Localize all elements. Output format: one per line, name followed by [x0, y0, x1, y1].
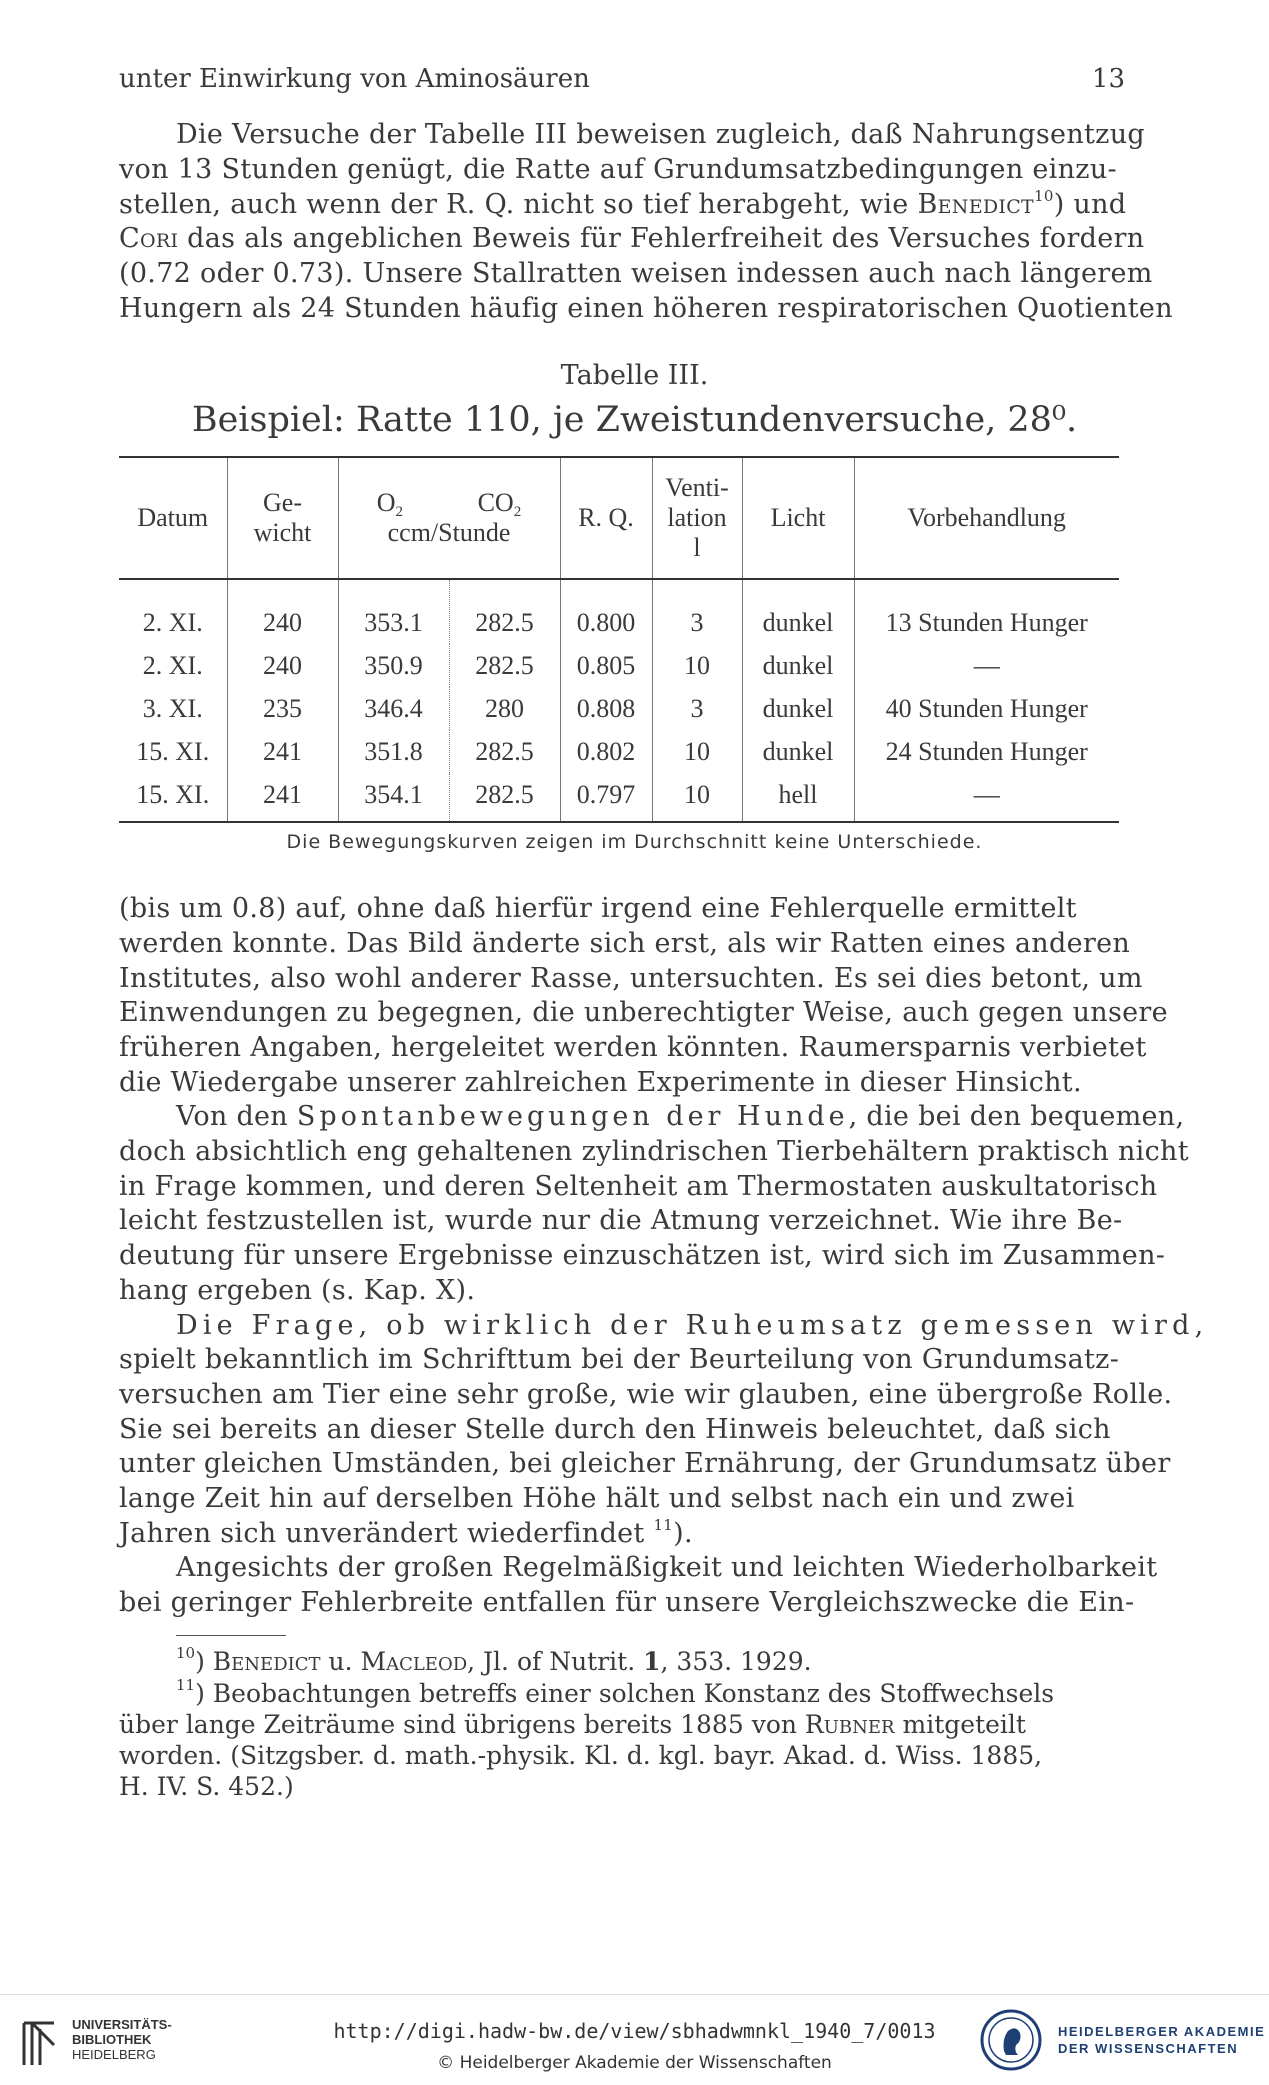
col-header-vorbehandlung: Vorbehandlung — [854, 457, 1119, 579]
academy-logo-text: HEIDELBERGER AKADEMIE DER WISSENSCHAFTEN — [1058, 2024, 1266, 2056]
emphasis-spaced: Spontanbewegungen der Hunde — [296, 1101, 849, 1132]
table-row — [119, 644, 1119, 687]
text-line: hang ergeben (s. Kap. X). — [119, 1275, 476, 1306]
cell-o2: 346.4 — [338, 687, 449, 730]
cell-gewicht: 241 — [227, 730, 338, 773]
footnote-line: über lange Zeiträume sind übrigens bereits 1885 von Rubner mitgeteilt — [119, 1710, 1026, 1739]
text-line: Sie sei bereits an dieser Stelle durch den Hinweis beleuchtet, daß sich — [119, 1414, 1111, 1445]
cell-licht: dunkel — [742, 644, 854, 687]
table-row — [119, 773, 1119, 822]
cell-ventilation: 10 — [652, 730, 742, 773]
text-line: Einwendungen zu begegnen, die unberechtigter Weise, auch gegen unsere — [119, 997, 1168, 1028]
cell-o2: 353.1 — [338, 579, 449, 644]
text-line: doch absichtlich eng gehaltenen zylindrischen Tierbehältern praktisch nicht — [119, 1136, 1189, 1167]
cell-licht: dunkel — [742, 579, 854, 644]
table-note: Die Bewegungskurven zeigen im Durchschnitt keine Unterschiede. — [286, 831, 983, 853]
cell-vorbehandlung: 13 Stunden Hunger — [854, 579, 1119, 644]
page-number: 13 — [1091, 64, 1125, 94]
university-library-logo-text: UNIVERSITÄTS- BIBLIOTHEK HEIDELBERG — [72, 2017, 172, 2062]
text-line: deutung für unsere Ergebnisse einzuschätzen ist, wird sich im Zusammen- — [119, 1240, 1166, 1271]
academy-seal-icon[interactable] — [980, 2009, 1042, 2071]
cell-o2: 351.8 — [338, 730, 449, 773]
cell-licht: hell — [742, 773, 854, 822]
cell-ventilation: 10 — [652, 644, 742, 687]
cell-vorbehandlung: 24 Stunden Hunger — [854, 730, 1119, 773]
cell-co2: 282.5 — [449, 730, 560, 773]
cell-vorbehandlung: — — [854, 644, 1119, 687]
footnote-rule — [176, 1635, 286, 1636]
text-line: Jahren sich unverändert wiederfindet $^{11}$). — [119, 1516, 693, 1549]
cell-licht: dunkel — [742, 730, 854, 773]
footer-bar — [0, 1994, 1269, 2085]
text-line: Institutes, also wohl anderer Rasse, untersuchten. Es sei dies betont, um — [119, 963, 1143, 994]
text-line: Cori das als angeblichen Beweis für Fehlerfreiheit des Versuches fordern — [119, 223, 1145, 254]
text-line: Von den Spontanbewegungen der Hunde, die bei den bequemen, — [176, 1101, 1185, 1132]
cell-rq: 0.800 — [560, 579, 652, 644]
text-line: spielt bekanntlich im Schrifttum bei der Beurteilung von Grundumsatz- — [119, 1344, 1120, 1375]
text-line: von 13 Stunden genügt, die Ratte auf Grundumsatzbedingungen einzu- — [119, 154, 1117, 185]
cell-vorbehandlung: — — [854, 773, 1119, 822]
col-header-rq: R. Q. — [560, 457, 652, 579]
running-head — [119, 64, 1125, 94]
col-header-gewicht: Ge- wicht — [227, 457, 338, 579]
table-row — [119, 687, 1119, 730]
text-line: bei geringer Fehlerbreite entfallen für unsere Vergleichszwecke die Ein- — [119, 1587, 1135, 1618]
col-header-datum: Datum — [119, 457, 227, 579]
author-name: Benedict — [917, 189, 1035, 220]
cell-licht: dunkel — [742, 687, 854, 730]
cell-gewicht: 241 — [227, 773, 338, 822]
author-name: Cori — [119, 223, 179, 254]
text-line: Angesichts der großen Regelmäßigkeit und leichten Wiederholbarkeit — [176, 1552, 1158, 1583]
cell-rq: 0.805 — [560, 644, 652, 687]
cell-o2: 350.9 — [338, 644, 449, 687]
table-header-row — [119, 457, 1119, 579]
text-line: Die Versuche der Tabelle III beweisen zugleich, daß Nahrungsentzug — [176, 119, 1145, 150]
table-row — [119, 730, 1119, 773]
cell-rq: 0.808 — [560, 687, 652, 730]
cell-gewicht: 240 — [227, 579, 338, 644]
table-subcaption: Beispiel: Ratte 110, je Zweistundenversuche, 28⁰. — [191, 400, 1078, 440]
table-row — [119, 579, 1119, 644]
text-line: versuchen am Tier eine sehr große, wie wir glauben, eine übergroße Rolle. — [119, 1379, 1173, 1410]
text-line: lange Zeit hin auf derselben Höhe hält und selbst nach ein und zwei — [119, 1483, 1075, 1514]
cell-datum: 2. XI. — [142, 607, 203, 637]
cell-datum: 15. XI. — [136, 736, 210, 766]
footnote-line: worden. (Sitzgsber. d. math.-physik. Kl. d. kgl. bayr. Akad. d. Wiss. 1885, — [119, 1741, 1043, 1770]
col-header-unit: ccm/Stunde — [387, 518, 511, 547]
cell-o2: 354.1 — [338, 773, 449, 822]
text-line: früheren Angaben, hergeleitet werden könnten. Raumersparnis verbietet — [119, 1032, 1147, 1063]
cell-co2: 282.5 — [449, 579, 560, 644]
footnote-ref: 11 — [653, 1516, 674, 1534]
data-table — [119, 456, 1119, 823]
footnote-11: $^{11}$) Beobachtungen betreffs einer solchen Konstanz des Stoffwechsels — [176, 1676, 1055, 1708]
footnote-10: $^{10}$) Benedict u. Macleod, Jl. of Nutrit. 1, 353. 1929. — [176, 1644, 812, 1676]
cell-vorbehandlung: 40 Stunden Hunger — [854, 687, 1119, 730]
cell-ventilation: 10 — [652, 773, 742, 822]
cell-co2: 282.5 — [449, 773, 560, 822]
col-header-ventilation: Venti- lation l — [652, 457, 742, 579]
cell-rq: 0.797 — [560, 773, 652, 822]
table-caption: Tabelle III. — [560, 360, 709, 391]
emphasis-spaced: Die Frage, ob wirklich der Ruheumsatz gemessen wird, — [176, 1310, 1209, 1341]
cell-co2: 280 — [449, 687, 560, 730]
text-line: die Wiedergabe unserer zahlreichen Experimente in dieser Hinsicht. — [119, 1067, 1082, 1098]
text-line: in Frage kommen, und deren Seltenheit am Thermostaten auskultatorisch — [119, 1171, 1158, 1202]
cell-gewicht: 235 — [227, 687, 338, 730]
permalink-url[interactable]: http://digi.hadw-bw.de/view/sbhadwmnkl_1940_7/0013 — [333, 2019, 936, 2043]
cell-ventilation: 3 — [652, 687, 742, 730]
col-header-gas — [338, 457, 560, 579]
cell-ventilation: 3 — [652, 579, 742, 644]
running-title: unter Einwirkung von Aminosäuren — [119, 64, 590, 94]
col-header-o2: $O_2$ — [376, 488, 404, 520]
footnote-ref: 10 — [1034, 187, 1054, 205]
footnote-line: H. IV. S. 452.) — [119, 1772, 294, 1801]
text-line: werden konnte. Das Bild änderte sich erst, als wir Ratten eines anderen — [119, 928, 1131, 959]
text-line: unter gleichen Umständen, bei gleicher Ernährung, der Grundumsatz über — [119, 1448, 1171, 1479]
text-line: (bis um 0.8) auf, ohne daß hierfür irgend eine Fehlerquelle ermittelt — [119, 893, 1077, 924]
text-line: Hungern als 24 Stunden häufig einen höheren respiratorischen Quotienten — [119, 293, 1173, 324]
cell-datum: 15. XI. — [119, 773, 227, 822]
cell-datum: 2. XI. — [142, 650, 203, 680]
cell-co2: 282.5 — [449, 644, 560, 687]
cell-datum: 3. XI. — [142, 693, 203, 723]
text-line: (0.72 oder 0.73). Unsere Stallratten weisen indessen auch nach längerem — [119, 258, 1153, 289]
text-line: stellen, auch wenn der R. Q. nicht so tief herabgeht, wie Benedict$^{10}$) und — [119, 187, 1127, 220]
col-header-co2: $CO_2$ — [477, 488, 522, 520]
cell-rq: 0.802 — [560, 730, 652, 773]
copyright-notice: © Heidelberger Akademie der Wissenschaften — [437, 2053, 832, 2073]
col-header-licht: Licht — [742, 457, 854, 579]
text-line: leicht festzustellen ist, wurde nur die Atmung verzeichnet. Wie ihre Be- — [119, 1205, 1123, 1236]
cell-gewicht: 240 — [227, 644, 338, 687]
